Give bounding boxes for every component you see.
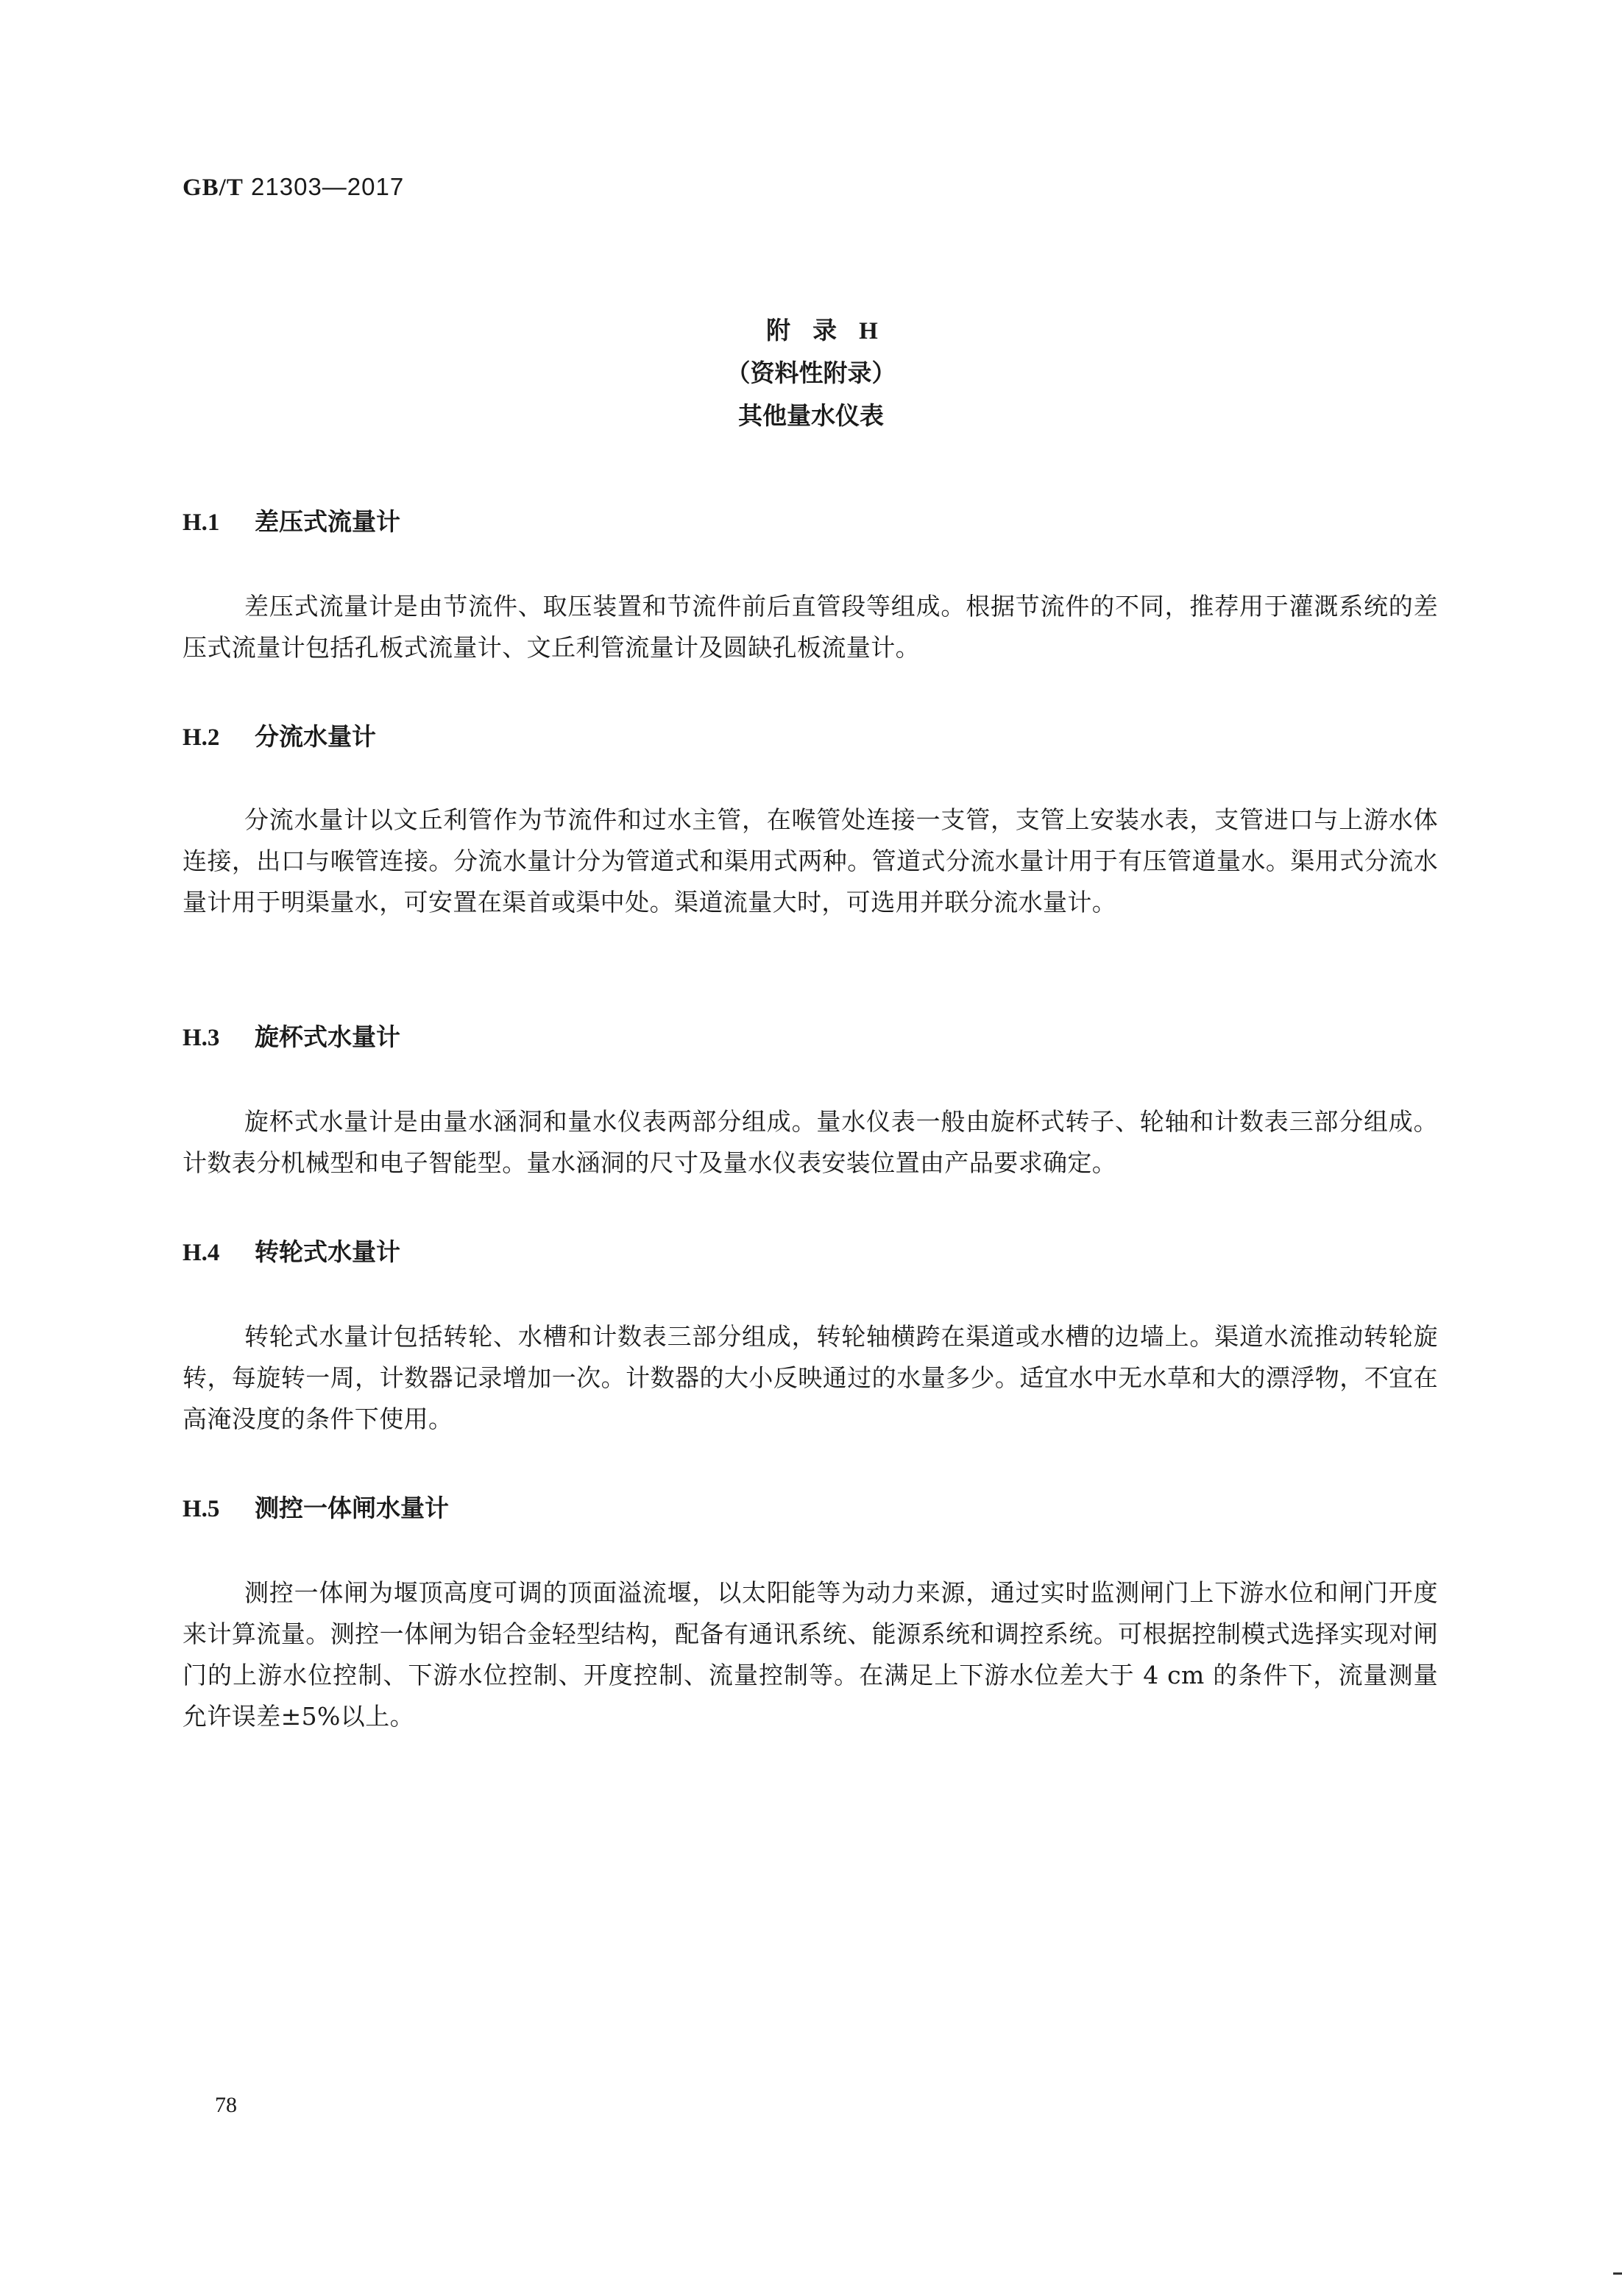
section-title: 测控一体闸水量计	[255, 1494, 449, 1522]
section-title: 分流水量计	[255, 722, 376, 751]
annex-header	[0, 309, 1622, 437]
section-number: H.5	[183, 1496, 220, 1522]
standard-code: 21303—2017	[251, 173, 405, 200]
annex-label	[0, 309, 1622, 352]
section-body-h3: 旋杯式水量计是由量水涵洞和量水仪表两部分组成。量水仪表一般由旋杯式转子、轮轴和计数表三部分组成。计数表分机械型和电子智能型。量水涵洞的尺寸及量水仪表安装位置由产品要求确定。	[183, 1107, 1438, 1177]
section-body-h4: 转轮式水量计包括转轮、水槽和计数表三部分组成，转轮轴横跨在渠道或水槽的边墙上。渠道水流推动转轮旋转，每旋转一周，计数器记录增加一次。计数器的大小反映通过的水量多少。适宜水中无水草和大的漂浮物，不宜在高淹没度的条件下使用。	[183, 1322, 1438, 1433]
standard-prefix: GB/T	[183, 174, 244, 201]
section-title: 转轮式水量计	[255, 1237, 400, 1266]
edge-mark	[1613, 2272, 1622, 2275]
section-number: H.3	[183, 1025, 220, 1051]
section-heading-h4	[183, 1235, 400, 1270]
section-title: 差压式流量计	[255, 507, 400, 536]
section-number: H.1	[183, 509, 220, 536]
annex-type: （资料性附录）	[726, 358, 896, 387]
section-title: 旋杯式水量计	[255, 1022, 400, 1051]
section-body-h1: 差压式流量计是由节流件、取压装置和节流件前后直管段等组成。根据节流件的不同，推荐用于灌溉系统的差压式流量计包括孔板式流量计、文丘利管流量计及圆缺孔板流量计。	[183, 592, 1438, 662]
section-heading-h2	[183, 720, 376, 755]
section-heading-h5	[183, 1491, 449, 1526]
section-heading-h1	[183, 505, 400, 540]
section-body-h2: 分流水量计以文丘利管作为节流件和过水主管，在喉管处连接一支管，支管上安装水表，支管进口与上游水体连接，出口与喉管连接。分流水量计分为管道式和渠用式两种。管道式分流水量计用于有压管道量水。渠用式分流水量计用于明渠量水，可安置在渠首或渠中处。渠道流量大时，可选用并联分流水量计。	[183, 805, 1438, 916]
annex-letter: H	[859, 318, 878, 345]
section-number: H.2	[183, 724, 220, 751]
section-number: H.4	[183, 1240, 220, 1266]
page-number: 78	[215, 2093, 237, 2117]
annex-title: 其他量水仪表	[738, 401, 884, 430]
standard-number	[183, 171, 404, 204]
annex-label-text: 附录	[766, 316, 860, 345]
section-heading-h3	[183, 1020, 400, 1055]
section-body-h5: 测控一体闸为堰顶高度可调的顶面溢流堰，以太阳能等为动力来源，通过实时监测闸门上下游水位和闸门开度来计算流量。测控一体闸为铝合金轻型结构，配备有通讯系统、能源系统和调控系统。可根据控制模式选择实现对闸门的上游水位控制、下游水位控制、开度控制、流量控制等。在满足上下游水位差大于 4 cm 的条件下，流量测量允许误差±5%以上。	[183, 1578, 1438, 1731]
